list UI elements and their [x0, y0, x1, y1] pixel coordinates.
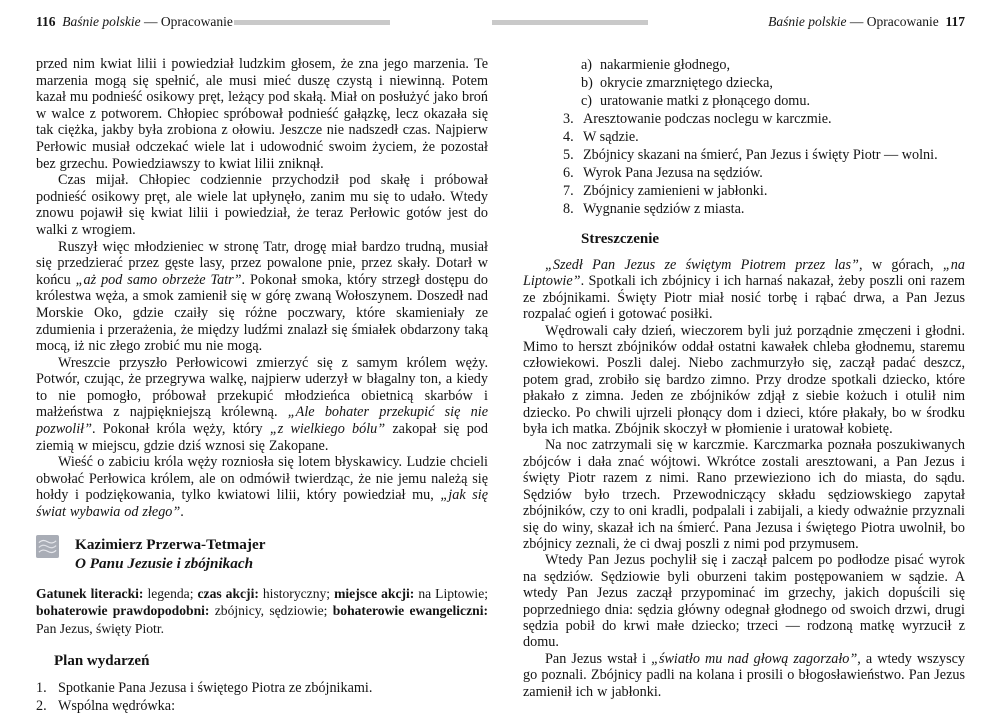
text-run: przed nim kwiat lilii i powiedział ludzkim głosem, że zna jego marzenia. Te marzenia mogą się spełnić, ale musi mieć duszę czystą i niewinną. Potem kazał mu podnieść osikowy pręt, leżący pod skałą. Miał on posłużyć jako broń w walce z potworem. Chłopiec spróbował podnieść gałązkę, lecz okazała się tak ciężka, jakby była zrobiona z ołowiu. Jeszcze nie nadszedł czas. Najpierw Perłowic musiał odczekać wiele lat i udowodnić swoim życiem, że pozostał bez grzechu. Powiedziawszy to kwiat lilii zniknął. — [36, 56, 488, 172]
work-title: O Panu Jezusie i zbójnikach — [75, 554, 254, 572]
paragraph — [523, 437, 965, 552]
list-marker: 4. — [563, 129, 574, 145]
text-run: Na noc zatrzymali się w karczmie. Karczmarka poznała poszukiwanych zbójców i dała znać wójtowi. Wkrótce zostali aresztowani, a Pan Jezus i święty Piotr razem z nimi. Rano przewieziono ich do miasta, do sądu. Sędziów było trzech. Przewodniczący składu sędziowskiego zapytał zbójników, czy to oni kradli, podpalali i zabijali, a kiedy odważnie przyznali się do winy, skazał ich na śmierć. Pana Jezusa i świętego Piotra uwolnił, bo zbójnicy zeznali, że ci dwaj poszli z nimi pod przymusem. — [523, 437, 965, 552]
text-run: Pan Jezus, święty Piotr. — [36, 620, 165, 636]
list-item — [563, 182, 965, 200]
list-item-text: Zbójnicy zamienieni w jabłonki. — [583, 183, 768, 199]
paragraph — [36, 454, 488, 520]
list-item — [36, 679, 488, 697]
sublist-abc — [581, 56, 965, 110]
author-name: Kazimierz Przerwa-Tetmajer — [75, 535, 266, 553]
text-run: . Pokonał króla węży, który — [91, 421, 270, 438]
plan-list-right — [563, 110, 965, 218]
list-marker: a) — [581, 57, 593, 73]
text-run: „Ale bohater przekupić się nie pozwolił” — [36, 404, 488, 438]
text-run: historyczny; — [258, 585, 335, 601]
author-lines — [75, 535, 265, 573]
paragraph — [523, 651, 965, 700]
paragraph — [523, 323, 965, 438]
running-header-right — [523, 14, 965, 38]
header-rule-right — [492, 20, 648, 25]
list-marker: 2. — [36, 698, 47, 715]
text-run: . Spotkali ich zbójnicy i ich harnaś nakazał, żeby poszli oni razem ze zbójnikami. Święty Piotr miał nosić torbę i rąbać drwa, a Pan Jezus rozpalać ogień i gotować posiłki. — [523, 273, 965, 323]
list-marker: 3. — [563, 111, 574, 127]
text-run: . Pokonał smoka, który strzegł dostępu do królestwa węża, a smok zamienił się w górę zwaną Wołoszynem. Doszedł nad Morskie Oko, gdzie czaiły się różne poczwary, które skamieniały ze zdumienia i przerażenia, że między ludźmi znalazł się śmiałek obdarzony taką mocą, iż nic złego zrobić mu nie mogą. — [36, 271, 488, 355]
list-item-text: Wyrok Pana Jezusa na sędziów. — [583, 165, 763, 181]
text-run: czas akcji: — [197, 585, 259, 601]
text-run: „aż pod samo obrzeże Tatr” — [75, 271, 242, 288]
list-item — [581, 56, 965, 74]
text-run: . — [180, 504, 184, 521]
list-marker: 6. — [563, 165, 574, 181]
text-run: zakopał się pod ziemią w miejscu, gdzie dziś wznosi się Zakopane. — [36, 421, 488, 454]
list-item-text: Wygnanie sędziów z miasta. — [583, 201, 745, 217]
text-run: Wieść o zabiciu króla węży rozniosła się lotem błyskawicy. Ludzie chcieli obwołać Perłowica królem, ale on odmówił twierdząc, że nie jemu należą się hołdy i podziękowania, tylko kwiatowi lilii, który powiedział mu, — [36, 454, 488, 504]
list-marker: 8. — [563, 201, 574, 217]
story-text-left — [36, 56, 488, 521]
list-item — [581, 92, 965, 110]
list-item — [563, 110, 965, 128]
summary-text — [523, 257, 965, 700]
text-run: Ruszył więc młodzieniec w stronę Tatr, drogę miał bardzo trudną, musiał się przedzierać przez gęste lasy, przez powalone pnie, przez skały. Dotarł w końcu — [36, 238, 488, 288]
text-run: Pan Jezus wstał i — [545, 650, 652, 667]
paragraph — [523, 552, 965, 650]
header-subtitle-right: — Opracowanie — [846, 14, 939, 29]
book-title-left: Baśnie polskie — [62, 14, 141, 29]
text-run: „jak się świat wybawia od złego” — [36, 487, 488, 521]
text-run: zbójnicy, sędziowie; — [209, 603, 333, 619]
text-run: , a wtedy wszyscy go poznali. Zbójnicy padli na kolana i prosili o błogosławieństwo. Pan Jezus zamienił ich w jabłonki. — [523, 650, 965, 700]
list-item — [563, 200, 965, 218]
summary-heading: Streszczenie — [581, 231, 660, 247]
list-item — [563, 146, 965, 164]
text-run: miejsce akcji: — [334, 585, 415, 601]
list-item-text: W sądzie. — [583, 129, 639, 145]
page-number-right: 117 — [945, 14, 965, 29]
text-run: Wtedy Pan Jezus pochylił się i zaczął palcem po podłodze pisać wyrok na sędziów. Sędziowie byli oburzeni takim postępowaniem w sądzie. A wtedy Pan Jezus zaczął przypominać im grzechy, jakich dopuścili się poprzedniego dnia: sędzia główny odegnał głodnego od swoich drzwi, drugi sędzia pobił do krwi małe dziecko; trzeci — rodzoną matkę wyrzucił z domu. — [523, 552, 965, 651]
header-rule-left — [234, 20, 390, 25]
text-run: „Szedł Pan Jezus ze świętym Piotrem przez las” — [545, 257, 859, 273]
list-item-text: Wspólna wędrówka: — [58, 698, 176, 715]
list-marker: b) — [581, 75, 593, 91]
list-marker: c) — [581, 93, 593, 109]
text-run: Wędrowali cały dzień, wieczorem byli już porządnie zmęczeni i głodni. Mimo to herszt zbójników oddał ostatni kawałek chleba głodnemu, staremu człowiekowi. Poszli dalej. Niebo zachmurzyło się, zaczął padać deszcz, potem grad, zrobiło się bardzo zimno. Przy drodze spotkali dziecko, które płakało z zimna. Jeden ze zbójników zdjął z siebie kożuch i otulił nim dziecko. Po chwili ujrzeli płonący dom i dzieci, które płakały, bo w środku była ich matka. Zbójnik skoczył w płomienie i uratował kobietę. — [523, 322, 965, 438]
list-item-text: Spotkanie Pana Jezusa i świętego Piotra ze zbójnikami. — [58, 680, 373, 697]
running-header-left — [36, 14, 488, 38]
plan-heading: Plan wydarzeń — [54, 653, 150, 670]
text-run: Gatunek literacki: — [36, 585, 144, 601]
list-item — [36, 697, 488, 715]
list-item-text: Aresztowanie podczas noclegu w karczmie. — [583, 111, 832, 127]
list-item — [563, 164, 965, 182]
list-item-text: okrycie zmarzniętego dziecka, — [600, 75, 773, 91]
list-item — [563, 128, 965, 146]
paragraph — [36, 172, 488, 238]
text-run: „z wielkiego bólu” — [269, 421, 386, 438]
text-run: , w górach, — [858, 257, 943, 273]
page-number-left: 116 — [36, 14, 56, 29]
text-run: na Liptowie; — [414, 585, 489, 601]
list-marker: 5. — [563, 147, 574, 163]
list-item-text: Zbójnicy skazani na śmierć, Pan Jezus i święty Piotr — wolni. — [583, 147, 938, 163]
list-marker: 1. — [36, 680, 47, 697]
list-item-text: uratowanie matki z płonącego domu. — [600, 93, 810, 109]
genre-info — [36, 585, 488, 638]
text-run: bohaterowie ewangeliczni: — [332, 603, 488, 619]
text-run: bohaterowie prawdopodobni: — [36, 603, 210, 619]
text-run: „na Liptowie” — [523, 257, 965, 290]
ornament-icon — [36, 535, 59, 558]
paragraph — [523, 257, 965, 323]
header-subtitle-left: — Opracowanie — [140, 14, 233, 29]
list-marker: 7. — [563, 183, 574, 199]
paragraph — [36, 355, 488, 455]
text-run: legenda; — [143, 585, 198, 601]
text-run: Wreszcie przyszło Perłowicowi zmierzyć się z samym królem węży. Potwór, czując, że przegrywa walkę, najpierw uderzył w błagalny ton, a kiedy to nie pomogło, próbował przekupić młodzieńca obietnicą skarbów i małżeństwa z najpiękniejszą królewną. — [36, 354, 488, 421]
author-block — [36, 535, 488, 573]
paragraph — [36, 239, 488, 355]
page-117 — [523, 14, 965, 700]
page-116 — [36, 14, 488, 715]
text-run: Czas mijał. Chłopiec codziennie przychodził pod skałę i próbował podnieść osikowy pręt, ale wiele lat upłynęło, zanim mu się to udało. Wtedy znowu pojawił się kwiat lilii i powiedział, że teraz Perłowic gotów jest do walki z wrogiem. — [36, 172, 488, 238]
list-item — [581, 74, 965, 92]
list-item-text: nakarmienie głodnego, — [600, 57, 731, 73]
plan-list-left — [36, 679, 488, 715]
text-run: „światło mu nad głową zagorzało” — [651, 650, 858, 667]
book-title-right: Baśnie polskie — [768, 14, 847, 29]
paragraph — [36, 56, 488, 172]
